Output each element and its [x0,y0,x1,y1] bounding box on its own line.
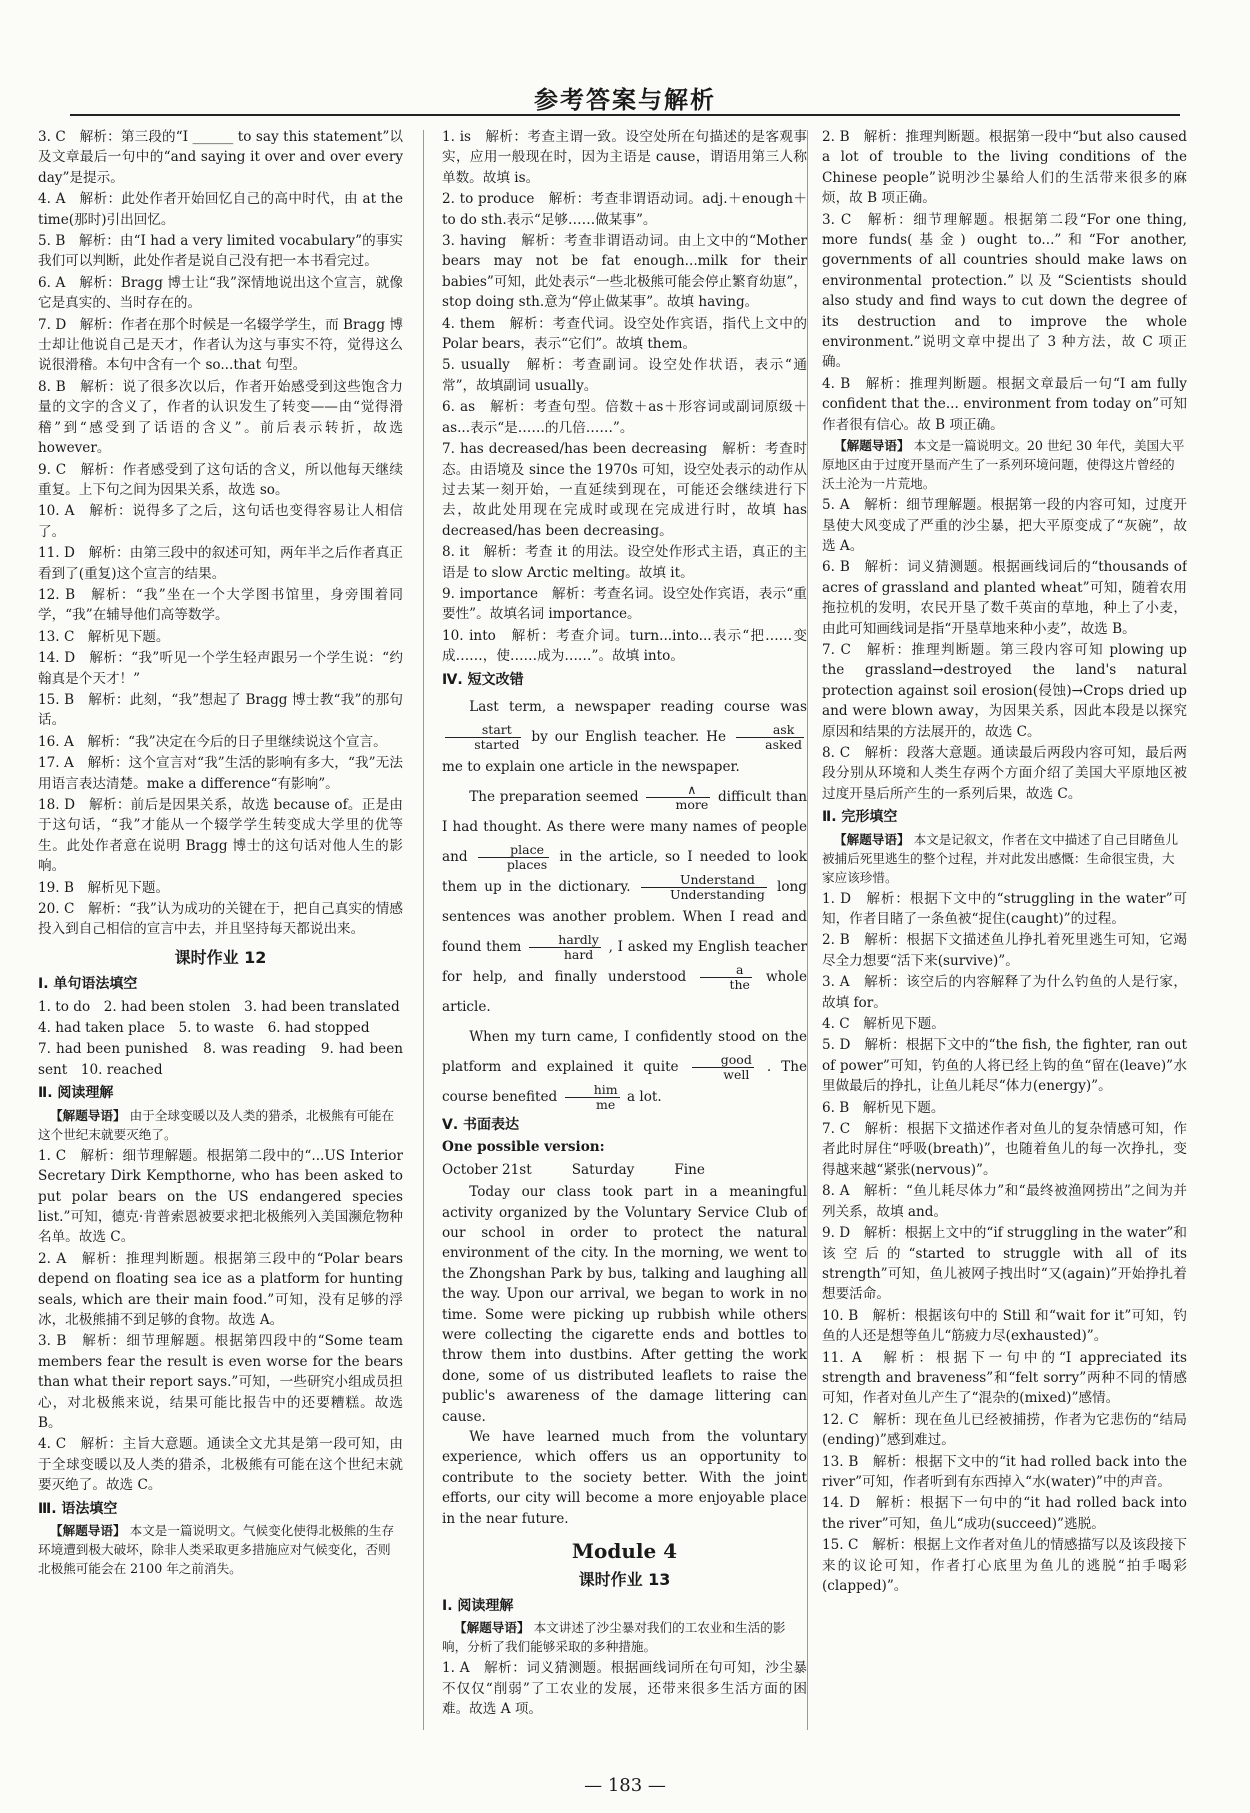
answer-item: 17. A 解析：这个宣言对“我”生活的影响有多大，“我”无法用语言表达清楚。make a difference“有影响”。 [38,755,403,792]
answer-item: 18. D 解析：前后是因果关系，故选 because of。正是由于这句话，“我”才能从一个辍学学生转变成大学里的优等生。此处作者意在说明 Bragg 博士的这句话对他人生的影响。 [38,797,403,875]
answer-item: 9. D 解析：根据上文中的“if struggling in the water”和该空后的“started to struggle with all of its strength”可知，鱼儿被网子拽出时“又(again)”开始挣扎着想要活命。 [822,1225,1187,1303]
answer-item: 2. B 解析：根据下文描述鱼儿挣扎着死里逃生可知，它竭尽全力想要“活下来(survive)”。 [822,932,1187,969]
answer-list [822,127,1187,435]
answer-item: 3. A 解析：该空后的内容解释了为什么钓鱼的人是行家，故填 for。 [822,974,1187,1011]
mark-original: start [445,723,521,738]
answer-item: 3. having 解析：考查非谓语动词。由上文中的“Mother bears may not be fat enough...milk for their babies”可知，此处表示“一些北极熊可能会停止繁育幼崽”，stop doing sth.意为“停止做某事”。故填 having。 [442,233,807,311]
page-title: 参考答案与解析 [534,86,716,114]
mark-original: Understand [641,873,767,888]
answer-item: 4. C 解析见下题。 [822,1016,945,1033]
answer-item: 8. B 解析：说了很多次以后，作者开始感受到这些饱含力量的文字的含义了，作者的认识发生了转变——由“觉得滑稽”到“感受到了话语的含义”。前后表示转折，故选 however。 [38,378,403,457]
answer-item: 9. importance 解析：考查名词。设空处作宾语，表示“重要性”。故填名词 importance。 [442,585,807,623]
correction-text: a lot. [626,1088,662,1105]
answer-item: 7. has decreased/has been decreasing 解析：考查时态。由语境及 since the 1970s 可知，设空处表示的动作从过去某一刻开始，一直延续到现在，可能还会继续进行下去，故此处用现在完成时或现在完成进行时，故填 has decreased/has been decreasing。 [442,441,807,539]
answer-item: 4. A 解析：此处作者开始回忆自己的高中时代，由 at the time(那时)引出回忆。 [38,191,403,228]
answer-item: 1. C 解析：细节理解题。根据第二段中的“...US Interior Secretary Dirk Kempthorne, who has been asked to put polar bears on the US endangered species list.”可知，德克·肯普索恩被要求把北极熊列入美国濒危物种名单。故选 C。 [38,1147,403,1246]
correction-paragraph [442,1022,807,1112]
correction-mark [641,873,767,902]
version-label: One possible version: [442,1139,605,1156]
section-title: Ⅰ. 阅读理解 [442,1597,514,1614]
answer-item: 13. B 解析：根据下文中的“it had rolled back into the river”可知，作者听到有东西掉入“水(water)”中的声音。 [822,1453,1187,1490]
correction-mark [529,933,601,962]
guide-label: 【解题导语】 [50,1107,126,1123]
answer-item: 1. is 解析：考查主谓一致。设空处所在句描述的是客观事实，应用一般现在时，因为主语是 cause，谓语用第三人称单数。故填 is。 [442,129,807,186]
mark-original: a [700,963,752,978]
correction-mark [692,1053,754,1082]
answer-item: 4. them 解析：考查代词。设空处作宾语，指代上文中的 Polar bears，表示“它们”。故填 them。 [442,315,807,353]
answer-item: 4. B 解析：推理判断题。根据文章最后一句“I am fully confident that the... environment from today on”可知作者很有信心。故 B 项正确。 [822,375,1187,433]
correction-mark [736,723,804,752]
answer-item: 19. B 解析见下题。 [38,879,170,896]
mark-fix: places [506,856,548,872]
guide-text: 本文是一篇说明文。20 世纪 30 年代，美国大平原地区由于过度开垦而产生了一系列环境问题，使得这片曾经的沃土沦为一片荒地。 [822,438,1185,492]
answer-item: 8. A 解析：“鱼儿耗尽体力”和“最终被渔网捞出”之间为并列关系，故填 and。 [822,1183,1187,1220]
answer-item: 3. C 解析：第三段的“I ______ to say this statement”以及文章最后一句中的“and saying it over and over every day”是提示。 [38,129,403,186]
mark-fix: me [596,1096,616,1112]
answer-list [38,997,403,1081]
correction-paragraph [442,692,807,782]
answer-item: 5. usually 解析：考查副词。设空处作状语，表示“通常”，故填副词 usually。 [442,357,807,394]
header-rule [70,114,1180,116]
answer-item: 11. D 解析：由第三段中的叙述可知，两年半之后作者真正看到了(重复)这个宣言的结果。 [38,545,403,582]
answer-item: 1. to do 2. had been stolen 3. had been translated [38,998,400,1015]
answer-item: 14. D 解析：“我”听见一个学生轻声跟另一个学生说：“约翰真是个天才！” [38,650,403,687]
guide-label: 【解题导语】 [454,1620,530,1636]
answer-list [822,495,1187,804]
mark-fix: the [729,976,750,992]
correction-text: difficult than I had thought. As there were many names of people and [442,788,807,865]
answer-item: 10. into 解析：考查介词。turn...into...表示“把……变成……，使……成为……”。故填 into。 [442,627,807,665]
correction-text: , I asked my English teacher for help, and finally understood [442,938,807,985]
answer-item: 20. C 解析：“我”认为成功的关键在于，把自己真实的情感投入到自己相信的宣言中去，并且坚持每天都说出来。 [38,901,403,938]
answer-item: 14. D 解析：根据下一句中的“it had rolled back into the river”可知，鱼儿“成功(succeed)”逃脱。 [822,1495,1187,1532]
correction-text: long sentences was another problem. When I read and found them [442,878,807,955]
answer-item: 5. A 解析：细节理解题。根据第一段的内容可知，过度开垦使大风变成了严重的沙尘暴，把大平原变成了“灰碗”，故选 A。 [822,497,1187,554]
answer-list [822,889,1187,1597]
answer-item: 8. it 解析：考查 it 的用法。设空处作形式主语，真正的主语是 to slow Arctic melting。故填 it。 [442,544,807,581]
lesson-title: 课时作业 13 [578,1569,671,1589]
answer-item: 6. A 解析：Bragg 博士让“我”深情地说出这个宣言，就像它是真实的、当时存在的。 [38,274,403,312]
guide-text: 本文是一篇说明文。气候变化使得北极熊的生存环境遭到极大破坏，除非人类采取更多措施应对气候变化，否则北极熊可能会在 2100 年之前消失。 [38,1523,395,1576]
guide-text: 本文是记叙文，作者在文中描述了自己目睹鱼儿被捕后死里逃生的整个过程，并对此发出感慨：生命很宝贵，大家应该珍惜。 [822,831,1179,885]
correction-text: When my turn came, I confidently stood on the platform and explained it quite [442,1028,807,1075]
essay-date: October 21st [442,1161,532,1178]
answer-item: 5. D 解析：根据下文中的“the fish, the fighter, ran out of power”可知，钓鱼的人将已经上钩的鱼“留在(leave)”水里做最后的挣扎，让鱼儿耗尽“体力(energy)”。 [822,1037,1187,1095]
answer-item: 5. B 解析：由“I had a very limited vocabulary”的事实我们可以判断，此处作者是说自己没有把一本书看完过。 [38,233,403,270]
section-title: Ⅱ. 完形填空 [822,809,898,826]
guide-text: 由于全球变暖以及人类的猎杀，北极熊有可能在这个世纪末就要灭绝了。 [38,1107,395,1142]
mark-original: ∧ [646,783,710,798]
section-title: Ⅰ. 单句语法填空 [38,976,138,993]
mark-original: ask [736,723,804,738]
answer-item: 3. C 解析：细节理解题。根据第二段“For one thing, more funds(基金) ought to...”和“For another, governments of all countries should make laws on environmental protection.”以及“Scientists should also study and find ways to cut down the degree of its destruction and to improve the whole environment.”说明文章中提出了 3 种方法，故 C 项正确。 [822,211,1187,371]
correction-text: by our English teacher. He [531,728,727,745]
answer-item: 7. had been punished 8. was reading 9. had been sent 10. reached [38,1041,403,1078]
answer-list [38,1146,403,1496]
mark-fix: more [675,796,709,812]
correction-mark [646,783,710,812]
answer-item: 2. A 解析：推理判断题。根据第三段中的“Polar bears depend on floating sea ice as a platform for hunting seals, which are their main food.”可知，没有足够的浮冰，北极熊捕不到足够的食物。故选 A。 [38,1250,403,1328]
answer-item: 3. B 解析：细节理解题。根据第四段中的“Some team members fear the result is even worse for the bears than what their report says.”可知，一些研究小组成员担心，对北极熊来说，结果可能比报告中的还要糟糕。故选 B。 [38,1333,403,1431]
mark-original: place [478,843,549,858]
mark-original: him [565,1083,620,1098]
correction-text: Last term, a newspaper reading course was [469,698,807,715]
answer-item: 12. B 解析：“我”坐在一个大学图书馆里，身旁围着同学，“我”在辅导他们高等数学。 [38,586,403,624]
answer-item: 4. C 解析：主旨大意题。通读全文尤其是第一段可知，由于全球变暖以及人类的猎杀，北极熊有可能在这个世纪末就要灭绝了。故选 C。 [38,1436,403,1494]
answer-item: 15. C 解析：根据上文作者对鱼儿的情感描写以及该段接下来的议论可知，作者打心底里为鱼儿的逃脱“拍手喝彩(clapped)”。 [822,1537,1187,1594]
correction-text: . The course benefited [442,1058,807,1105]
correction-mark [700,963,752,992]
correction-text: me to explain one article in the newspaper. [442,758,740,775]
guide-text: 本文讲述了沙尘暴对我们的工农业和生活的影响，分析了我们能够采取的多种措施。 [442,1620,786,1655]
correction-text: The preparation seemed [469,788,639,805]
correction-mark [565,1083,620,1112]
guide-note [822,830,1187,887]
mark-fix: hard [563,946,594,962]
module-title: Module 4 [571,1539,678,1564]
column-divider [423,130,424,1730]
page-number: — 183 — [584,1775,666,1796]
answer-item: 6. B 解析见下题。 [822,1099,945,1116]
page-header [70,68,1180,118]
mark-original: hardly [529,933,601,948]
correction-mark [445,723,521,752]
answer-item: 12. C 解析：现在鱼儿已经被捕捞，作者为它悲伤的“结局(ending)”感到难过。 [822,1411,1187,1449]
answer-item: 2. to produce 解析：考查非谓语动词。adj.＋enough＋to do sth.表示“足够……做某事”。 [442,191,807,228]
section-title: Ⅴ. 书面表达 [442,1116,520,1133]
answer-item: 10. A 解析：说得多了之后，这句话也变得容易让人相信了。 [38,503,403,540]
mark-fix: started [474,736,520,752]
section-title: Ⅳ. 短文改错 [442,671,524,688]
guide-label: 【解题导语】 [834,438,910,454]
lesson-title: 课时作业 12 [174,947,267,967]
essay-paragraph: We have learned much from the voluntary experience, which offers us an opportunity to contribute to the society better. With the joint efforts, our city will become a more enjoyable place in the near future. [442,1429,807,1527]
guide-note [38,1106,403,1144]
answer-item: 16. A 解析：“我”决定在今后的日子里继续说这个宣言。 [38,733,387,750]
mark-fix: Understanding [669,886,765,902]
column-right [822,127,1187,1767]
correction-paragraph [442,782,807,1022]
answer-item: 1. A 解析：词义猜测题。根据画线词所在句可知，沙尘暴不仅仅“削弱”了工农业的发展，还带来很多生活方面的困难。故选 A 项。 [442,1660,807,1718]
section-title: Ⅲ. 语法填空 [38,1500,118,1517]
essay-day: Saturday [571,1161,635,1178]
answer-list [442,127,807,667]
correction-mark [478,843,549,872]
answer-item: 4. had taken place 5. to waste 6. had stopped [38,1020,370,1037]
correction-text: in the article, so I needed to look them up in the dictionary. [442,848,807,895]
column-divider [807,130,808,1730]
guide-note [822,436,1187,493]
mark-original: good [692,1053,754,1068]
essay-dateline [442,1160,807,1180]
answer-item: 9. C 解析：作者感受到了这句话的含义，所以他每天继续重复。上下句之间为因果关系，故选 so。 [38,461,403,498]
answer-item: 7. C 解析：推理判断题。第三段内容可知 plowing up the grassland→destroyed the land's natural protection against soil erosion(侵蚀)→Crops dried up and were blown away，为因果关系，因此本段是以探究原因和结果的方法展开的，故选 C。 [822,641,1187,740]
answer-item: 8. C 解析：段落大意题。通读最后两段内容可知，最后两段分别从环境和人类生存两个方面介绍了美国大平原地区被过度开垦后所产生的一系列后果，故选 C。 [822,744,1187,802]
answer-item: 2. B 解析：推理判断题。根据第一段中“but also caused a lot of trouble to the living conditions of the Chinese people”说明沙尘暴给人们的生活带来很多的麻烦，故 B 项正确。 [822,129,1187,207]
answer-item: 11. A 解析：根据下一句中的“I appreciated its strength and braveness”和“felt sorry”两种不同的情感可知，作者对鱼儿产生了“混杂的(mixed)”感情。 [822,1349,1187,1407]
essay-weather: Fine [674,1161,705,1178]
answer-item: 13. C 解析见下题。 [38,628,170,645]
section-title: Ⅱ. 阅读理解 [38,1085,114,1102]
guide-label: 【解题导语】 [834,831,910,847]
column-left [38,127,403,1767]
answer-item: 7. D 解析：作者在那个时候是一名辍学学生，而 Bragg 博士却让他说自己是天才，作者认为这与事实不符，觉得这么说很滑稽。本句中含有一个 so...that 句型。 [38,316,403,374]
answer-list [442,1658,807,1719]
answer-item: 1. D 解析：根据下文中的“struggling in the water”可知，作者目睹了一条鱼被“捉住(caught)”的过程。 [822,890,1187,927]
answer-item: 7. C 解析：根据下文描述作者对鱼儿的复杂情感可知，作者此时屏住“呼吸(breath)”，也随着鱼儿的每一次挣扎，变得越来越“紧张(nervous)”。 [822,1121,1187,1178]
answer-list [38,127,403,940]
answer-item: 6. B 解析：词义猜测题。根据画线词后的“thousands of acres of grassland and planted wheat”可知，随着农用拖拉机的发明，农民开垦了数千英亩的草地，种上了小麦，由此可知画线词是指“开垦草地来种小麦”，故选 B。 [822,559,1187,637]
mark-fix: well [723,1066,750,1082]
guide-note [442,1618,807,1656]
answer-item: 15. B 解析：此刻，“我”想起了 Bragg 博士教“我”的那句话。 [38,691,403,729]
mark-fix: asked [765,736,802,752]
answer-item: 6. as 解析：考查句型。倍数＋as＋形容词或副词原级＋as...表示“是……的几倍……”。 [442,399,807,436]
correction-text: whole article. [442,968,807,1015]
guide-label: 【解题导语】 [50,1523,126,1538]
column-middle [442,127,807,1767]
answer-item: 10. B 解析：根据该句中的 Still 和“wait for it”可知，钓鱼的人还是想等鱼儿“筋疲力尽(exhausted)”。 [822,1307,1187,1345]
guide-note [38,1521,403,1578]
essay-paragraph: Today our class took part in a meaningful activity organized by the Voluntary Service Club of our school in order to protect the natural environment of the city. In the morning, we went to the Zhongshan Park by bus, talking and laughing all the way. Upon our arrival, we began to work in no time. Some were picking up rubbish while others were collecting the cigarette ends and bottles to throw them into dustbins. After getting the work done, some of us distributed leaflets to raise the public's awareness of the damage littering can cause. [442,1184,807,1425]
